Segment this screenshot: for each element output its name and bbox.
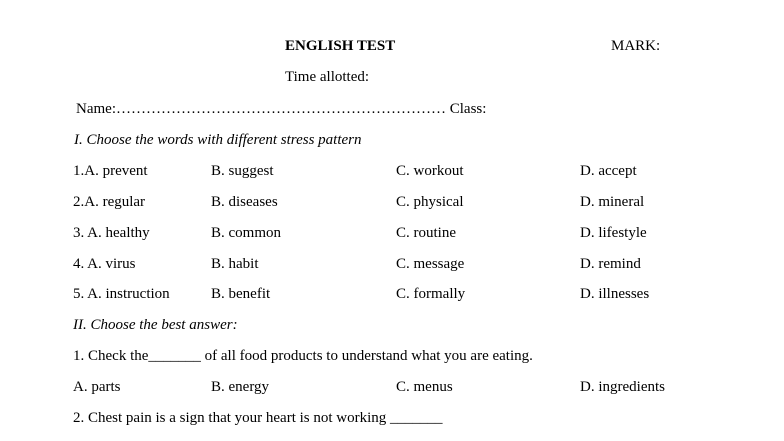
name-class-line: Name:………………………………………………………… Class: [76,101,487,117]
option-c: C. message [396,256,465,272]
option-a: 3. A. healthy [73,225,150,241]
mark-label: MARK: [611,38,661,54]
option-d: D. accept [580,163,637,179]
question-2-text: 2. Chest pain is a sign that your heart is not working _______ [73,410,443,426]
section2-heading: II. Choose the best answer: [73,317,238,333]
option-c: C. physical [396,194,464,210]
option-b: B. habit [211,256,259,272]
option-a: 2.A. regular [73,194,146,210]
option-a: 4. A. virus [73,256,136,272]
option-a: 5. A. instruction [73,286,170,302]
option-a: 1.A. prevent [73,163,148,179]
option-c: C. routine [396,225,456,241]
test-title: ENGLISH TEST [285,38,396,54]
option-b: B. diseases [211,194,278,210]
option-c: C. formally [396,286,466,302]
option-b: B. common [211,225,281,241]
option-a: A. parts [73,379,121,395]
option-d: D. mineral [580,194,645,210]
option-d: D. lifestyle [580,225,647,241]
question-1-text: 1. Check the_______ of all food products to understand what you are eating. [73,348,533,364]
option-b: B. suggest [211,163,274,179]
option-b: B. benefit [211,286,271,302]
option-b: B. energy [211,379,270,395]
option-c: C. menus [396,379,453,395]
option-d: D. illnesses [580,286,650,302]
option-d: D. remind [580,256,641,272]
time-allotted-label: Time allotted: [285,69,370,85]
option-c: C. workout [396,163,464,179]
section1-heading: I. Choose the words with different stress pattern [74,132,362,148]
option-d: D. ingredients [580,379,665,395]
